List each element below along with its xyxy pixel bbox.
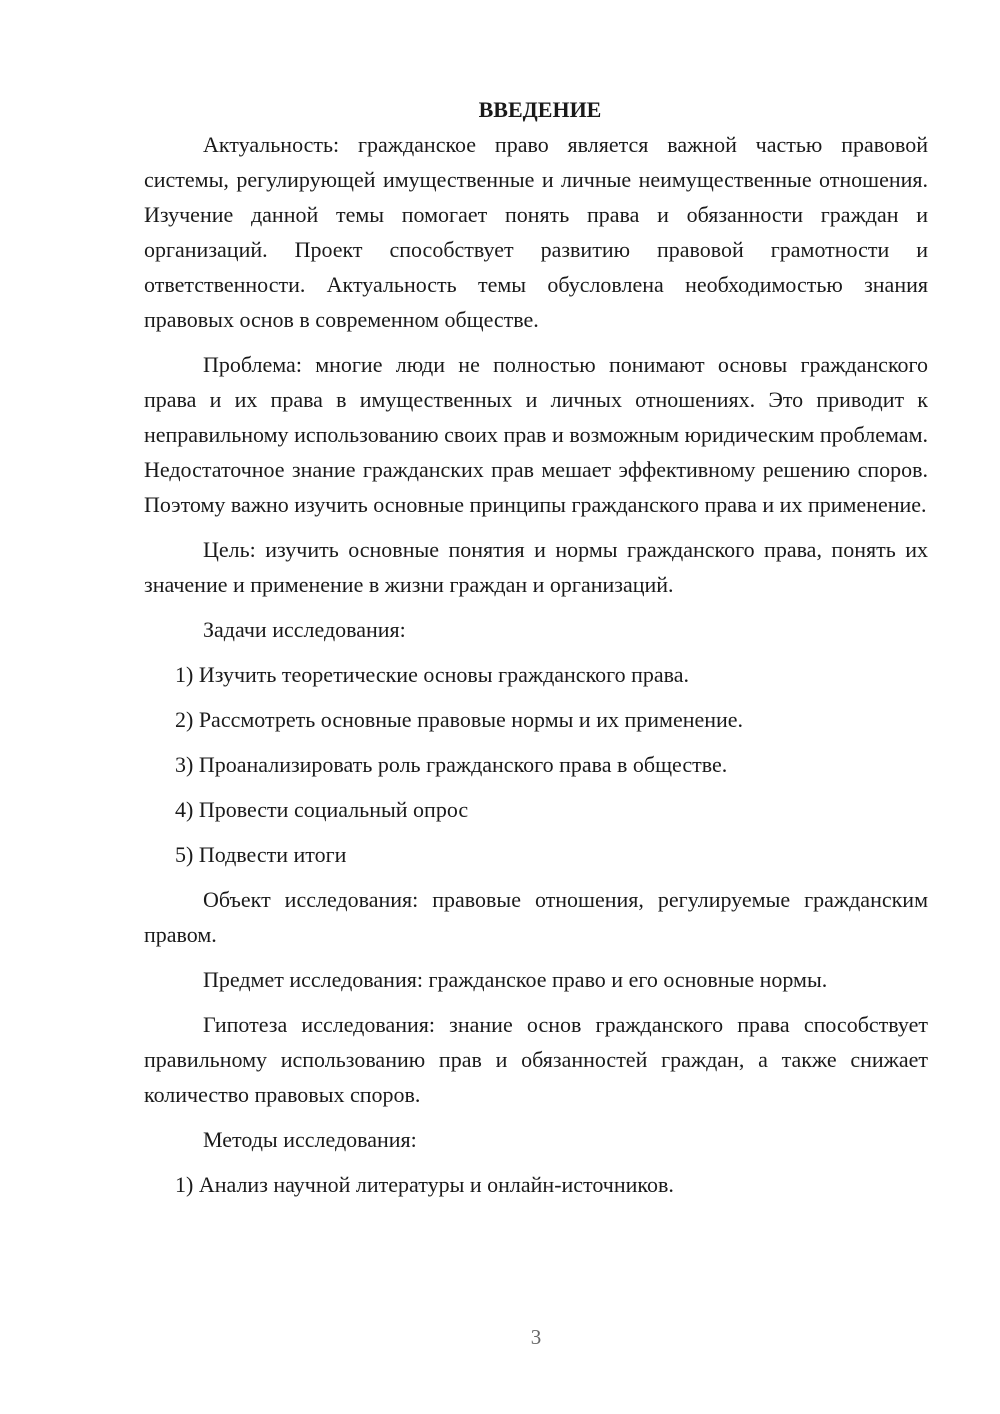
document-page xyxy=(144,92,928,1212)
subject-paragraph: Предмет исследования: гражданское право и его основные нормы. xyxy=(203,967,828,992)
page-title: ВВЕДЕНИЕ xyxy=(478,97,602,122)
list-item: 4) Провести социальный опрос xyxy=(175,797,469,822)
relevance-paragraph: Актуальность: гражданское право является важной частью правовой системы, регулирующей имущественные и личные неимущественные отношения. Изучение данной темы помогает понять права и обязанности граждан и организаций. Проект способствует развитию правовой грамотности и ответственности. Актуальность темы обусловлена необходимостью знания правовых основ в современном обществе. xyxy=(144,132,928,332)
object-paragraph: Объект исследования: правовые отношения, регулируемые гражданским правом. xyxy=(144,887,928,947)
goal-paragraph: Цель: изучить основные понятия и нормы гражданского права, понять их значение и применение в жизни граждан и организаций. xyxy=(144,537,928,597)
list-item: 3) Проанализировать роль гражданского права в обществе. xyxy=(175,752,728,777)
hypothesis-paragraph: Гипотеза исследования: знание основ гражданского права способствует правильному использованию прав и обязанностей граждан, а также снижает количество правовых споров. xyxy=(144,1012,928,1107)
tasks-list xyxy=(144,657,928,872)
methods-list xyxy=(144,1167,928,1202)
methods-title: Методы исследования: xyxy=(203,1127,417,1152)
list-item: 5) Подвести итоги xyxy=(175,842,347,867)
tasks-title: Задачи исследования: xyxy=(203,617,406,642)
list-item: 1) Изучить теоретические основы гражданского права. xyxy=(175,662,690,687)
page-number: 3 xyxy=(530,1325,542,1349)
problem-paragraph: Проблема: многие люди не полностью понимают основы гражданского права и их права в имущественных и личных отношениях. Это приводит к неправильному использованию своих прав и возможным юридическим проблемам. Недостаточное знание гражданских прав мешает эффективному решению споров. Поэтому важно изучить основные принципы гражданского права и их применение. xyxy=(144,352,928,517)
list-item: 1) Анализ научной литературы и онлайн-источников. xyxy=(175,1172,674,1197)
list-item: 2) Рассмотреть основные правовые нормы и их применение. xyxy=(175,707,744,732)
